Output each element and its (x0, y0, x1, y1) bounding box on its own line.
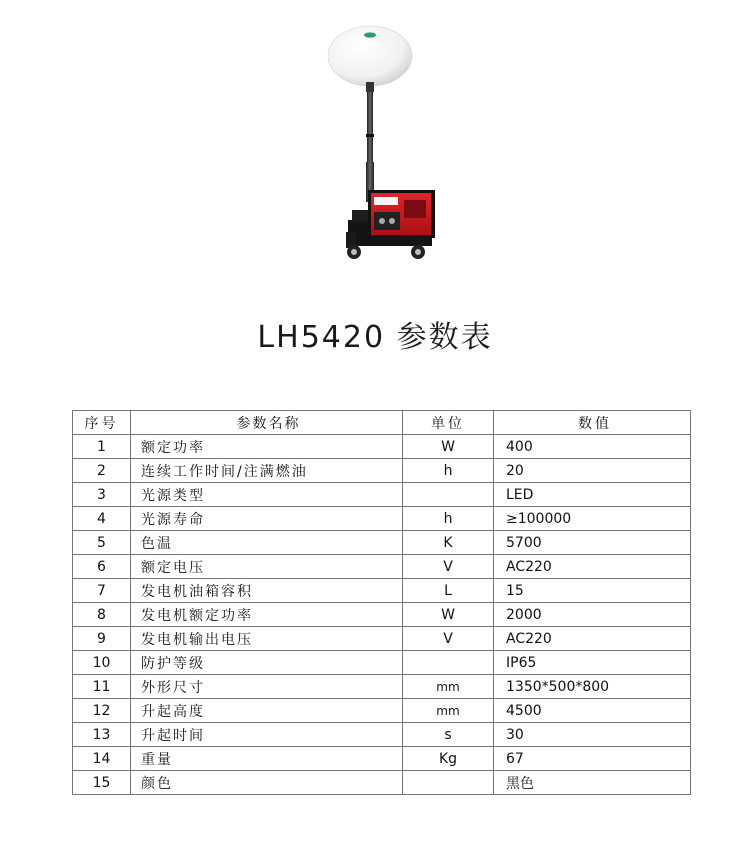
row-name: 防护等级 (131, 651, 403, 675)
row-unit: mm (403, 699, 494, 723)
spec-table (72, 410, 691, 795)
telescopic-mast (366, 92, 374, 202)
row-value: 5700 (494, 531, 691, 555)
row-name: 额定电压 (131, 555, 403, 579)
table-row (73, 531, 691, 555)
row-unit (403, 651, 494, 675)
balloon-lamp (328, 26, 412, 92)
row-no: 4 (73, 507, 131, 531)
row-name: 光源类型 (131, 483, 403, 507)
table-row (73, 699, 691, 723)
table-row (73, 747, 691, 771)
row-no: 8 (73, 603, 131, 627)
row-name: 升起高度 (131, 699, 403, 723)
row-unit: mm (403, 675, 494, 699)
table-row (73, 579, 691, 603)
table-row (73, 723, 691, 747)
table-row (73, 555, 691, 579)
table-row (73, 771, 691, 795)
row-no: 2 (73, 459, 131, 483)
row-value: 黑色 (494, 771, 691, 795)
row-value: 2000 (494, 603, 691, 627)
row-no: 6 (73, 555, 131, 579)
row-unit: s (403, 723, 494, 747)
row-unit: W (403, 435, 494, 459)
row-value: AC220 (494, 627, 691, 651)
row-no: 14 (73, 747, 131, 771)
row-name: 光源寿命 (131, 507, 403, 531)
row-value: IP65 (494, 651, 691, 675)
row-value: 400 (494, 435, 691, 459)
row-name: 发电机油箱容积 (131, 579, 403, 603)
wheels (347, 245, 425, 259)
row-value: 20 (494, 459, 691, 483)
table-row (73, 651, 691, 675)
row-no: 11 (73, 675, 131, 699)
row-no: 7 (73, 579, 131, 603)
table-row (73, 675, 691, 699)
table-row (73, 507, 691, 531)
generator (368, 190, 435, 238)
table-row (73, 627, 691, 651)
row-value: 15 (494, 579, 691, 603)
row-value: 67 (494, 747, 691, 771)
row-value: LED (494, 483, 691, 507)
row-no: 10 (73, 651, 131, 675)
row-unit: V (403, 555, 494, 579)
row-value: 4500 (494, 699, 691, 723)
product-image (300, 22, 450, 272)
row-name: 色温 (131, 531, 403, 555)
row-name: 发电机输出电压 (131, 627, 403, 651)
row-unit (403, 771, 494, 795)
row-name: 额定功率 (131, 435, 403, 459)
row-value: 1350*500*800 (494, 675, 691, 699)
row-no: 13 (73, 723, 131, 747)
row-no: 12 (73, 699, 131, 723)
table-row (73, 603, 691, 627)
row-no: 9 (73, 627, 131, 651)
row-name: 颜色 (131, 771, 403, 795)
row-name: 升起时间 (131, 723, 403, 747)
row-name: 连续工作时间/注满燃油 (131, 459, 403, 483)
row-unit: Kg (403, 747, 494, 771)
row-no: 15 (73, 771, 131, 795)
header-value: 数值 (494, 411, 691, 435)
row-value: ≥100000 (494, 507, 691, 531)
row-unit: W (403, 603, 494, 627)
row-value: AC220 (494, 555, 691, 579)
table-header-row (73, 411, 691, 435)
row-unit (403, 483, 494, 507)
row-name: 外形尺寸 (131, 675, 403, 699)
row-unit: L (403, 579, 494, 603)
header-name: 参数名称 (131, 411, 403, 435)
row-name: 重量 (131, 747, 403, 771)
table-row (73, 483, 691, 507)
row-unit: h (403, 459, 494, 483)
row-no: 1 (73, 435, 131, 459)
row-value: 30 (494, 723, 691, 747)
page-title: LH5420 参数表 (257, 320, 493, 355)
header-unit: 单位 (403, 411, 494, 435)
row-unit: K (403, 531, 494, 555)
row-unit: V (403, 627, 494, 651)
header-no: 序号 (73, 411, 131, 435)
row-name: 发电机额定功率 (131, 603, 403, 627)
table-row (73, 435, 691, 459)
row-unit: h (403, 507, 494, 531)
table-row (73, 459, 691, 483)
row-no: 5 (73, 531, 131, 555)
row-no: 3 (73, 483, 131, 507)
